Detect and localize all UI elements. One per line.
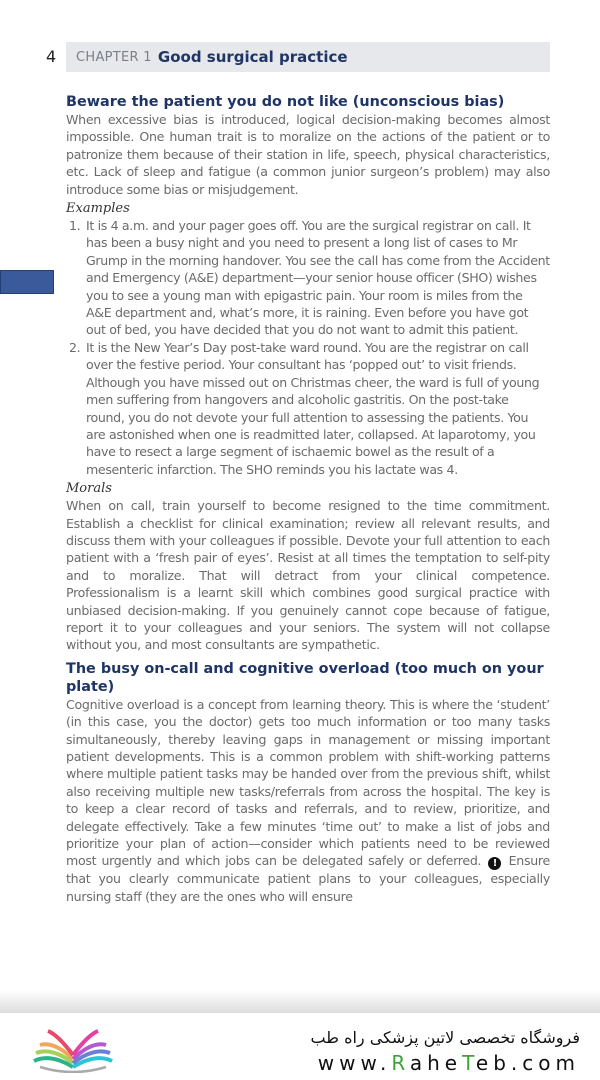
page-content [66, 93, 550, 905]
section-heading-bias: Beware the patient you do not like (unconscious bias) [66, 94, 505, 110]
bias-intro-paragraph: When excessive bias is introduced, logical decision-making becomes almost impossible. One human trait is to moralize on the actions of the patient or to patronize them because of their station in life, speech, physical characteristics, etc. Lack of sleep and fatigue (a common junior surgeon’s problem) may also introduce some bias or misjudgement. [66, 112, 550, 197]
morals-paragraph: When on call, train yourself to become resigned to the time commitment. Establish a checklist for clinical examination; review all relevant results, and discuss them with your colleagues if possible. Devote your full attention to each patient with a ‘fresh pair of eyes’. Resist at all times the temptation to self-pity and to moralize. That will detract from your clinical competence. Professionalism is a learnt skill which combines good surgical practice with unbiased decision-making. If you genuinely cannot cope because of fatigue, report it to your colleagues and your seniors. The system will not collapse without you, and most consultants are sympathetic. [66, 498, 550, 653]
chapter-label: CHAPTER 1 [76, 49, 152, 65]
page-number: 4 [46, 47, 57, 66]
store-url[interactable] [318, 1051, 580, 1075]
warning-icon: ! [488, 857, 501, 870]
url-part: eb.com [475, 1051, 580, 1075]
examples-subheading: Examples [66, 201, 130, 217]
example-item: 2. It is the New Year’s Day post-take ward round. You are the registrar on call over the festive period. Your consultant has ‘popped out’ to visit friends. Although you have missed out on Christmas cheer, the ward is full of young men suffering from hangovers and alcoholic gastritis. On the post-take round, you do not devote your full attention to assessing the patients. You are astonished when one is readmitted later, collapsed. At laparotomy, you have to resect a large segment of ischaemic bowel as the result of a mesenteric infarction. The SHO reminds you his lactate was 4. [84, 339, 550, 478]
examples-list [66, 217, 550, 478]
chapter-thumb-tab [0, 270, 54, 294]
example-item: 1. It is 4 a.m. and your pager goes off. You are the surgical registrar on call. It has been a busy night and you need to present a long list of cases to Mr Grump in the morning handover. You see the call has come from the Accident and Emergency (A&E) department—your senior house officer (SHO) wishes you to see a young man with epigastric pain. Your room is miles from the A&E department and, what’s more, it is raining. Even before you have got out of bed, you have decided that you do not want to admit this patient. [84, 217, 550, 339]
url-part: R [391, 1051, 410, 1075]
running-header [66, 42, 550, 72]
chapter-title: Good surgical practice [157, 48, 348, 66]
cognitive-overload-paragraph [66, 696, 550, 905]
section-heading-cognitive-overload: The busy on-call and cognitive overload (too much on your plate) [66, 660, 544, 695]
watermark-footer [0, 1013, 600, 1080]
url-part: ahe [409, 1051, 463, 1075]
page-bottom-fade [0, 990, 600, 1013]
store-name: فروشگاه تخصصی لاتین پزشکی راه طب [310, 1028, 580, 1047]
url-part: www. [317, 1051, 392, 1075]
paragraph-text: Ensure that you clearly communicate patient plans to your colleagues, especially nursing staff (they are the ones who will ensure [66, 853, 550, 904]
morals-subheading: Morals [66, 481, 112, 497]
url-part: T [462, 1051, 476, 1075]
open-book-logo-icon [30, 1023, 116, 1073]
paragraph-text: Cognitive overload is a concept from learning theory. This is where the ‘student’ (in this case, you the doctor) gets too much information or too many tasks simultaneously, thereby leaving gaps in management or missing important patient developments. This is a common problem with shift-working patterns where multiple patient tasks may be handed over from the previous shift, whilst also receiving multiple new tasks/referrals from across the hospital. The key is to keep a clear record of tasks and referrals, and to review, prioritize, and delegate effectively. Take a few minutes ‘time out’ to make a list of jobs and prioritize your plan of action—consider which patients need to be reviewed most urgently and which jobs can be delegated safely or deferred. [66, 696, 550, 869]
